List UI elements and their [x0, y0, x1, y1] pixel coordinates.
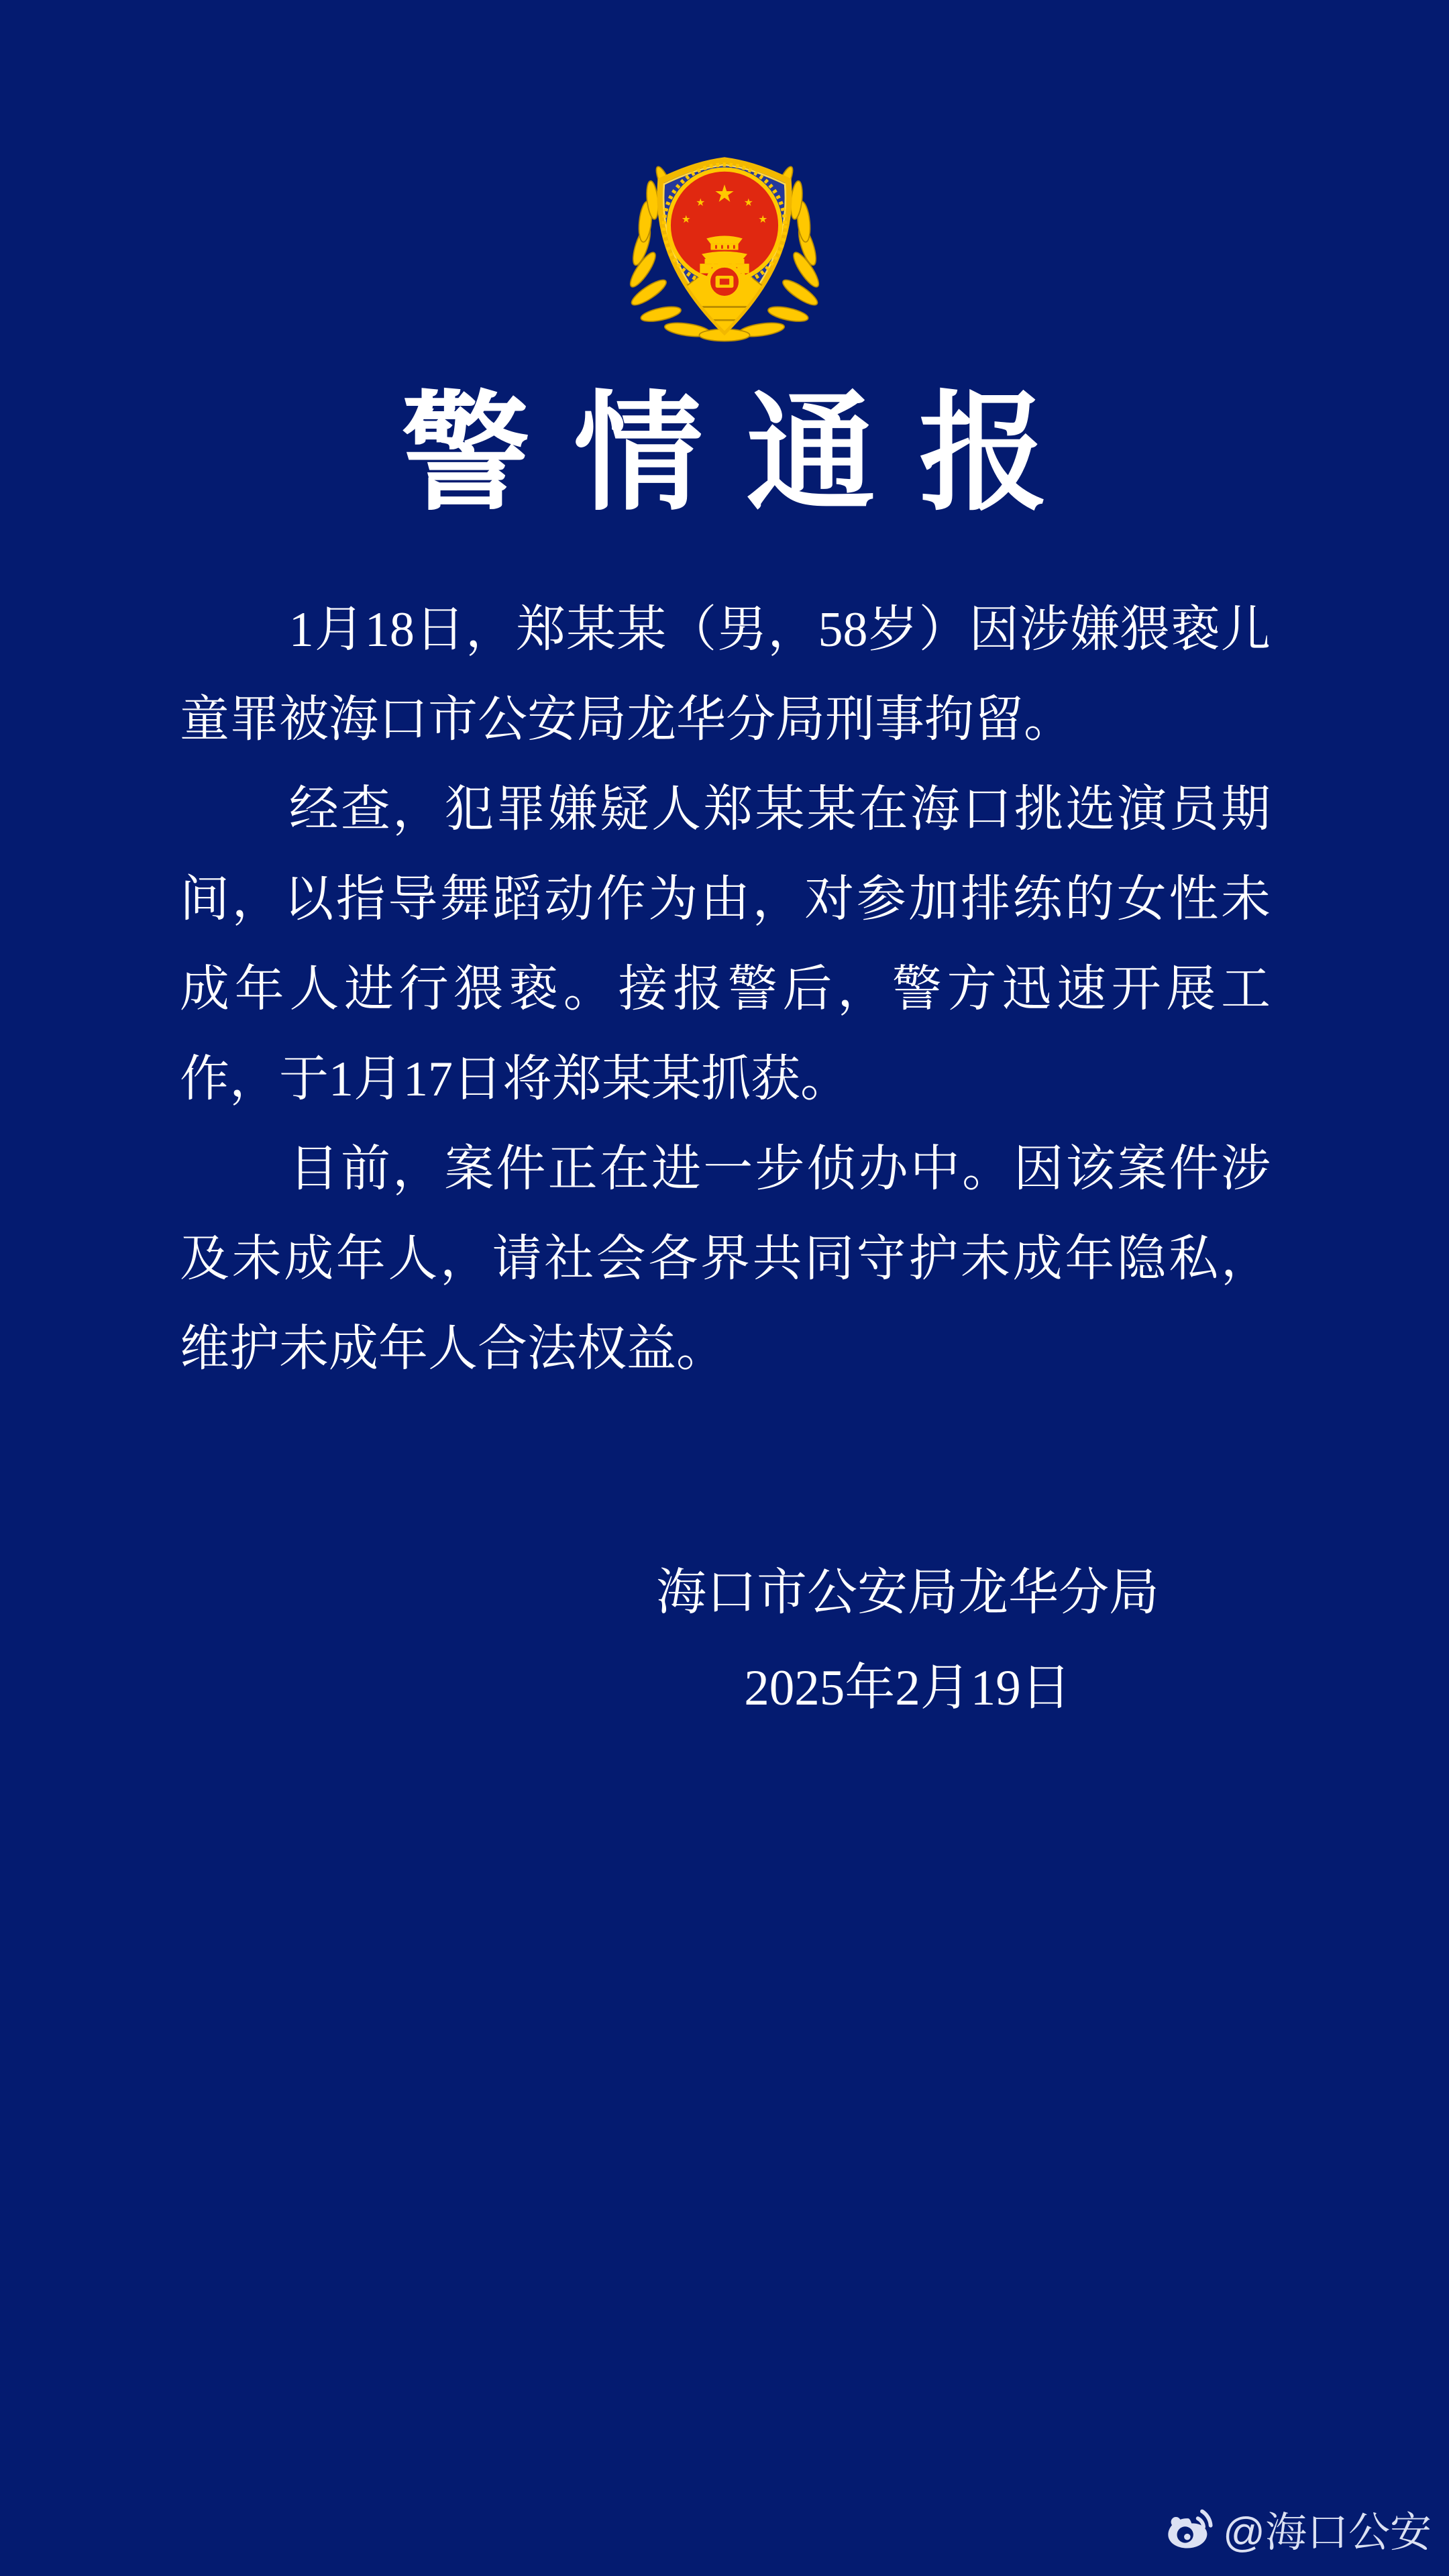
notice-paragraph-1: [180, 585, 1271, 765]
notice-line: 童罪被海口市公安局龙华分局刑事拘留。: [180, 692, 1073, 747]
issue-date: 2025年2月19日: [744, 1660, 1071, 1716]
notice-title: 警情通报: [401, 383, 1092, 526]
police-badge-icon: [616, 129, 833, 354]
notice-paragraph-3: [180, 1124, 1271, 1394]
weibo-handle: @海口公安: [1223, 2510, 1432, 2556]
issuing-authority: 海口市公安局龙华分局: [655, 1565, 1159, 1621]
notice-line: 间，以指导舞蹈动作为由，对参加排练的女性未: [180, 872, 1271, 927]
notice-line: 目前，案件正在进一步侦办中。因该案件涉: [288, 1142, 1271, 1197]
weibo-icon: [1164, 2508, 1215, 2551]
notice-body: [180, 585, 1271, 1394]
notice-line: 及未成年人，请社会各界共同守护未成年隐私，: [180, 1232, 1271, 1287]
weibo-watermark: [1164, 2499, 1432, 2559]
notice-paragraph-2: [180, 765, 1271, 1124]
notice-line: 经查，犯罪嫌疑人郑某某在海口挑选演员期: [288, 782, 1271, 837]
notice-line: 成年人进行猥亵。接报警后，警方迅速开展工: [180, 962, 1271, 1017]
notice-line: 作，于1月17日将郑某某抓获。: [180, 1052, 850, 1107]
notice-line: 1月18日，郑某某（男，58岁）因涉嫌猥亵儿: [288, 602, 1271, 657]
signature-block: [183, 1546, 1449, 1736]
notice-line: 维护未成年人合法权益。: [180, 1322, 726, 1377]
